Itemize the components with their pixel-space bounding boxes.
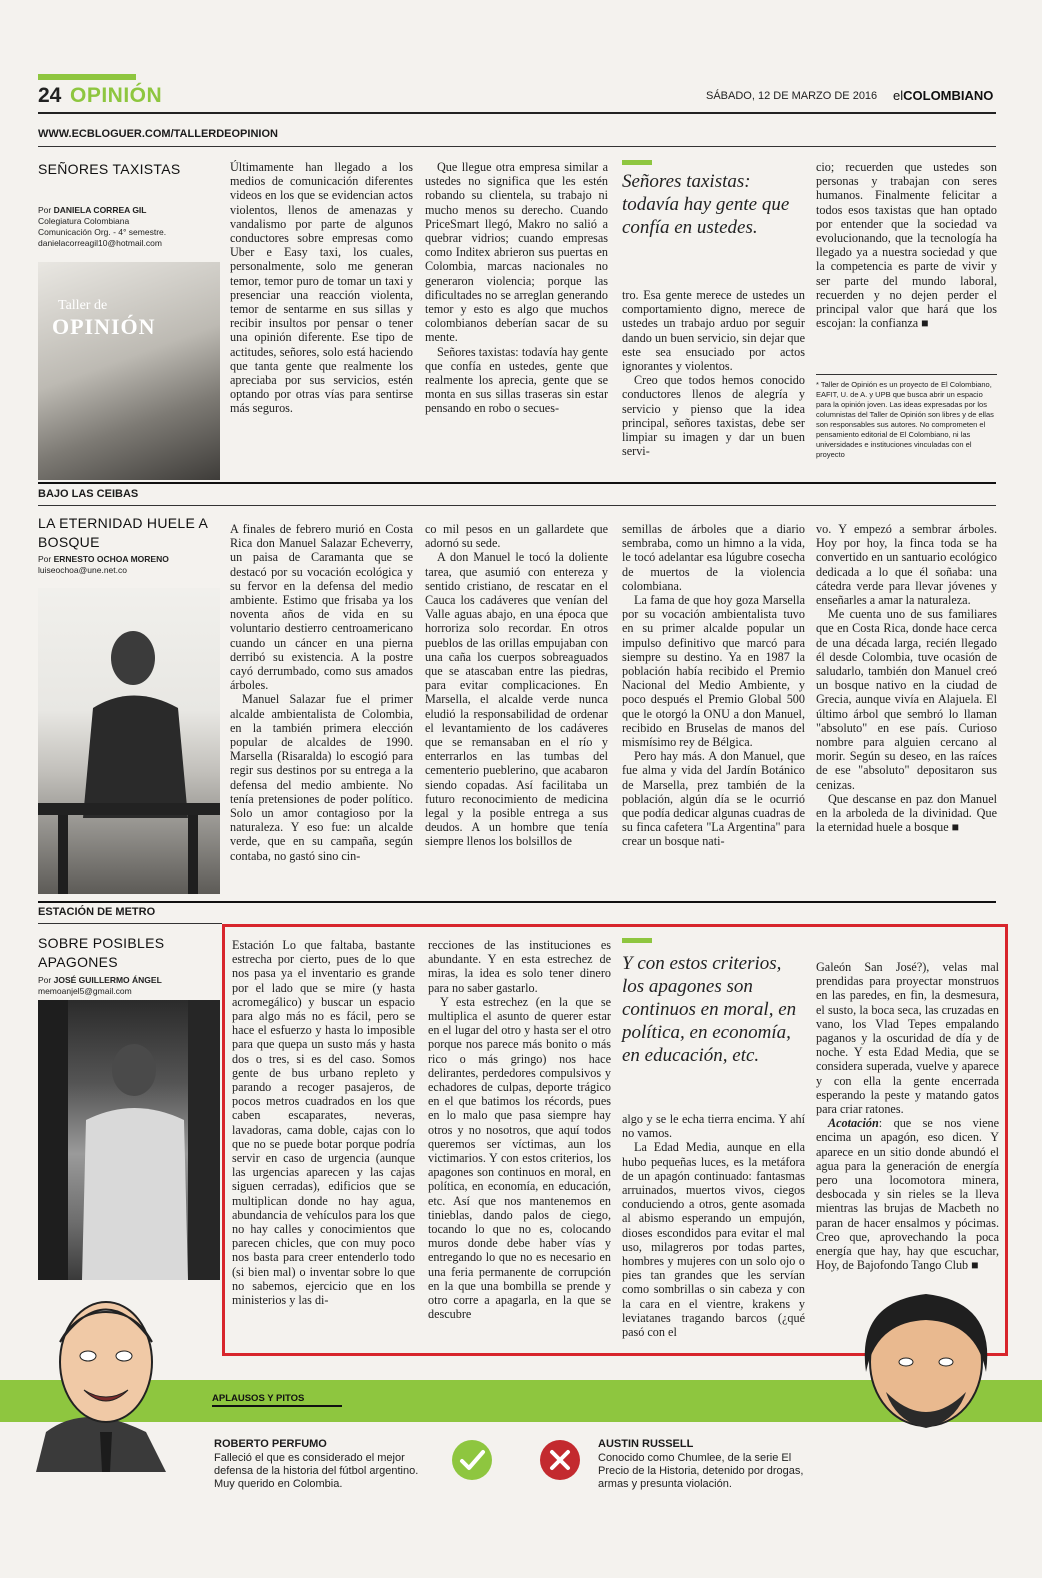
article1-email[interactable]: danielacorreagil10@hotmail.com <box>38 238 162 248</box>
caricature-right-icon <box>836 1282 1016 1432</box>
article1-title: SEÑORES TAXISTAS <box>38 161 181 177</box>
article2-byline <box>38 554 220 576</box>
article1-pull-quote: Señores taxistas: todavía hay gente que confía en ustedes. <box>622 171 790 238</box>
taller-opinion-photo <box>38 262 220 480</box>
pull-quote-bar <box>622 160 652 165</box>
article2-section: BAJO LAS CEIBAS <box>38 488 139 500</box>
logo-prefix: el <box>893 88 904 103</box>
article2-column-4: vo. Y empezó a sembrar árboles. Hoy por hoy, la finca toda se ha convertido en un santuario ecológico dedicada a lo que él soñaba: una cátedra verde para llevar jóvenes y enseñarles a amar la naturaleza. Me cuenta uno de sus familiares que en Costa Rica, donde hace cerca de una década larga, recién llegado él desde Colombia, tuve ocasión de saludarlo, también don Manuel creó un bosque nativo en la ciudad de Grecia, aunque vivía en Alajuela. El último árbol que sembró lo llaman "absoluto" en ese país. Curioso nombre para alguien cercano al morir. Según su deseo, en las raíces de ese "absoluto" depositaron sus cenizas. Que descanse en paz don Manuel en la arboleda de la divinidad. Que la eternidad huele a bosque ■ <box>816 522 997 835</box>
taller-badge-small: Taller de <box>58 298 108 313</box>
byline-prefix: Por <box>38 554 52 564</box>
section-rule <box>38 901 996 903</box>
article1-column-1: Últimamente han llegado a los medios de comunicación diferentes videos en los que se evidencian actos violentos, llenos de amenazas y vandalismo por parte de algunos conductores sobre empresas como Uber e Easy taxi, los cuales, personalmente, solo me generan temor, temor puro de tomar un taxi y presenciar una reacción violenta, temor de sentarme en sus sillas y recibir insultos por pensar o tener una opinión diferente. Ese tipo de actitudes, señores, solo está haciendo que tanta gente que realmente los apreciaba por sus servicios, estén optando por otras vías para sentirse más seguros. <box>230 160 413 416</box>
article1-meta1: Colegiatura Colombiana <box>38 216 130 226</box>
pito-name: AUSTIN RUSSELL <box>598 1438 694 1450</box>
article3-column-2: recciones de las instituciones es abundante. Y en esta estrechez de miras, la idea es solo tener dinero para no saber gastarlo. Y esta estrechez (en la que se multiplica el asunto de querer estar en el lugar del otro y hasta ser el otro porque nos parece más bonito o más rico o más gringo) nos hace delirantes, perdedores compulsivos y echadores de culpas, deporte trágico en el que batimos los récords, pues en lo malo que pasa siempre hay otros y no nosotros, que aquí todos queremos ser víctimas, aun los victimarios. Y con estos criterios, los apagones son continuos en moral, en política, en economía, en educación, etc. Así que nos mantenemos en tinieblas, dando palos de ciego, tocando lo que no es, colocando muros donde debe haber vías y entregando lo que no es necesario en una feria permanente de corrupción en la que una bombilla se prende y otro corre a apagarla, en la que se descubre <box>428 938 611 1322</box>
article3-byline <box>38 975 220 997</box>
article3-section: ESTACIÓN DE METRO <box>38 906 156 918</box>
cross-icon <box>540 1440 580 1480</box>
article1-meta2: Comunicación Org. - 4° semestre. <box>38 227 167 237</box>
byline-prefix: Por <box>38 975 52 985</box>
divider <box>816 374 997 375</box>
section-title: OPINIÓN <box>70 84 163 107</box>
portrait-silhouette-icon <box>38 1000 220 1280</box>
article2-email[interactable]: luiseochoa@une.net.co <box>38 565 127 575</box>
article2-title: LA ETERNIDAD HUELE A BOSQUE <box>38 515 208 550</box>
website-link[interactable]: WWW.ECBLOGUER.COM/TALLERDEOPINION <box>38 128 278 140</box>
acotacion-label: Acotación <box>828 1116 879 1131</box>
caricature-left-icon <box>26 1282 206 1472</box>
header-rule <box>38 112 996 114</box>
section-rule <box>38 482 996 484</box>
author-photo-ernesto <box>38 588 220 894</box>
article1-column-4: cio; recuerden que ustedes son personas y trabajan con seres humanos. Finalmente felicitar a todos esos taxistas que han optado por entender que la sociedad va evolucionando, que la tecnología ha llegado ya a nuestra sociedad y que la competencia es parte de vivir y ser parte del mundo laboral, recuerden y no dejen perder el principal valor que hará que los escojan: la confianza ■ <box>816 160 997 331</box>
taller-disclaimer: * Taller de Opinión es un proyecto de El Colombiano, EAFIT, U. de A. y UPB que busca abrir un espacio para la opinión joven. Las ideas expresadas por los columnistas del Taller de Opinión son libres y de ellas son responsables sus autores. No comprometen el pensamiento editorial de El Colombiano, ni las universidades e instituciones vinculadas con el proyecto <box>816 380 994 459</box>
divider <box>38 146 996 147</box>
article3-email[interactable]: memoanjel5@gmail.com <box>38 986 132 996</box>
aplauso-text: Falleció el que es considerado el mejor defensa de la historia del fútbol argentino. Muy querido en Colombia. <box>214 1452 419 1490</box>
article3-title: SOBRE POSIBLES APAGONES <box>38 935 165 970</box>
aplauso-name: ROBERTO PERFUMO <box>214 1438 327 1450</box>
pito-text: Conocido como Chumlee, de la serie El Precio de la Historia, detenido por drogas, armas y presunta violación. <box>598 1452 804 1490</box>
article2-column-2: co mil pesos en un gallardete que adornó su sede. A don Manuel le tocó la doliente tarea, que asumió con entereza y sentido cristiano, de rescatar en el Cauca los cadáveres que venían del Valle aguas abajo, en una época que horroriza solo recordar. En otros pueblos de las orillas empujaban con una caña los cuerpos sobreaguados que se atascaban entre las piedras, para evitar complicaciones. En Marsella, el alcalde verde nunca eludió la responsabilidad de ordenar el levantamiento de los cadáveres que se remansaban en el río y enterrarlos en las tumbas del cementerio pueblerino, que acabaron siendo copadas. Así facilitaba un futuro reconocimiento de medicina legal y la posible entrega a sus deudos. A un hombre que tenía siempre llenos los bolsillos de <box>425 522 608 849</box>
article3-author: JOSÉ GUILLERMO ÁNGEL <box>53 975 162 985</box>
aplausos-title: APLAUSOS Y PITOS <box>212 1393 305 1404</box>
article3-column-3: algo y se le echa tierra encima. Y ahí no vamos. La Edad Media, aunque en ella hubo pequeñas luces, es la metáfora de un apagón continuado: fantasmas arruinados, muertos vivos, ciegos conduciendo a otros, gente asomada al abismo esperando un empujón, dioses escondidos para evitar el mal uso, milagreros por todas partes, hombres y mujeres con un solo ojo o pies tan grandes que les servían como sombrillas o sin cabeza y con la cara en el vientre, krakens y leviatanes tragando barcos (¿qué pasó con el <box>622 1112 805 1340</box>
band-rule <box>212 1405 342 1407</box>
taller-badge-big: OPINIÓN <box>52 314 156 339</box>
logo-name: COLOMBIANO <box>903 88 994 103</box>
article1-author: DANIELA CORREA GIL <box>53 205 147 215</box>
article3-column-4: Galeón San José?), velas mal prendidas para proyectar monstruos en las paredes, en fin, la desmesura, el susto, la boca seca, las cruzadas en vano, los Vlad Tepes empalando paganos y la oscuridad de día y de noche. Y esta Edad Media, que se considera superada, vuelve y aparece y con ella la gente encerrada esperando la peste y matando gatos para criar ratones. Acotación: que se nos viene encima un apagón, eso dicen. Y aparece en un sitio donde abundó el agua para la generación de energía pero una locomotora minera, desbocada y sin rieles se la lleva mientras las brujas de Macbeth no paran de hacer ensalmos y pócimas. Creo que, aprovechando la poca energía que hay, hay que escuchar, Hoy, de Bajofondo Tango Club ■ <box>816 960 999 1273</box>
newspaper-logo <box>893 88 993 103</box>
article2-column-3: semillas de árboles que a diario sembraba, como un himno a la vida, le tocó adelantar esa lúgubre cosecha de muertos de la violencia colombiana. La fama de que hoy goza Marsella por su vocación ambientalista tuvo en su primer alcalde popular un impulso definitivo que marcó para siempre su destino. Ya en 1987 la población había recibido el Premio Nacional del Medio Ambiente, y poco después el Premio Global 500 que le otorgó la ONU a don Manuel, recibido en Bruselas de manos del mismísimo rey de Bélgica. Pero hay más. A don Manuel, que fue alma y vida del Jardín Botánico de Marsella, prez también de la población, algún día se le ocurrió que podía dedicar algunas cuadras de su finca cafetera "La Argentina" para crear un bosque nati- <box>622 522 805 849</box>
portrait-silhouette-icon <box>38 588 220 894</box>
header-accent-bar <box>38 74 136 80</box>
article1-byline <box>38 205 220 249</box>
author-photo-jose <box>38 1000 220 1280</box>
article2-author: ERNESTO OCHOA MORENO <box>53 554 169 564</box>
page-number: 24 <box>38 84 62 107</box>
article3-column-1: Estación Lo que faltaba, bastante estrecha por cierto, pues de lo que nos pasa ya el inventario es grande por el lado que se mire (y hasta acromegálico) y buscar un espacio para algo más no es fácil, pero se hace el esfuerzo y hasta lo imposible para que quepa un susto más y hasta dos o tres, si es del caso. Somos gente de bus urbano repleto y parando a recoger pasajeros, de pocos metros cuadrados en los que caben escaparates, neveras, lavadoras, cama doble, cajas con lo que no se puede botar porque podría servir en caso de urgencia (aunque las urgencias aparecen y las cajas siguen cerradas), edificios que se multiplican donde no hay agua, abundancia de vehículos para los que no hay calles y conocimientos que parecen chicles, que con muy poco nos basta para creer entenderlo todo (si bien mal) o inventar sobre lo que no sabemos, ejercicio que en los ministerios y las di- <box>232 938 415 1308</box>
article1-column-3: tro. Esa gente merece de ustedes un comportamiento digno, merece de ustedes un trabajo arduo por seguir dando un buen servicio, sin dejar que este sea ensuciado por actos ignorantes y violentos. Creo que todos hemos conocido conductores llenos de alegría y servicio y pienso que la idea principal, señores taxistas, debe ser limpiar su imagen y dar un buen servi- <box>622 288 805 459</box>
article2-column-1: A finales de febrero murió en Costa Rica don Manuel Salazar Echeverry, un paisa de Caramanta que se destacó por su vocación ecológica y su fervor en la defensa del medio ambiente. Estimo que frisaba ya los noventa años de vida en su voluntario destierro centroamericano cuando un cáncer en una pierna derribó su existencia. A la postre cayó derrumbado, como sus amados árboles. Manuel Salazar fue el primer alcalde ambientalista de Colombia, en la también primera elección popular de alcaldes de 1990. Marsella (Risaralda) lo escogió para regir sus destinos por su entrega a la defensa del medio ambiente. No tenía pretensiones de poder político. Solo un amor contagioso por la naturaleza. Y eso fue: un alcalde verde, que en su campaña, según contaba, no gastó sino cin- <box>230 522 413 863</box>
byline-prefix: Por <box>38 205 52 215</box>
article1-column-2: Que llegue otra empresa similar a ustedes no significa que les estén robando su clientela, su trabajo ni mucho menos su derecho. Cuando PriceSmart llegó, Makro no salió a quebrar vidrios; cuando empresas como Inditex abrieron sus puertas en Colombia, marcas nacionales no generaron violencia; porque las dificultades no se arreglan generando temor y esto es algo que muchos colombianos deberían sacar de su mente. Señores taxistas: todavía hay gente que confía en ustedes, gente que realmente los aprecia, gente que se monta en sus sillas traseras sin estar pensando en robo o secues- <box>425 160 608 416</box>
article3-pull-quote: Y con estos criterios, los apagones son continuos en moral, en política, en economía, en educación, etc. <box>622 953 797 1066</box>
check-icon <box>452 1440 492 1480</box>
header-date: SÁBADO, 12 DE MARZO DE 2016 <box>706 90 878 102</box>
divider <box>38 923 222 924</box>
divider <box>38 505 996 506</box>
pull-quote-bar <box>622 938 652 943</box>
